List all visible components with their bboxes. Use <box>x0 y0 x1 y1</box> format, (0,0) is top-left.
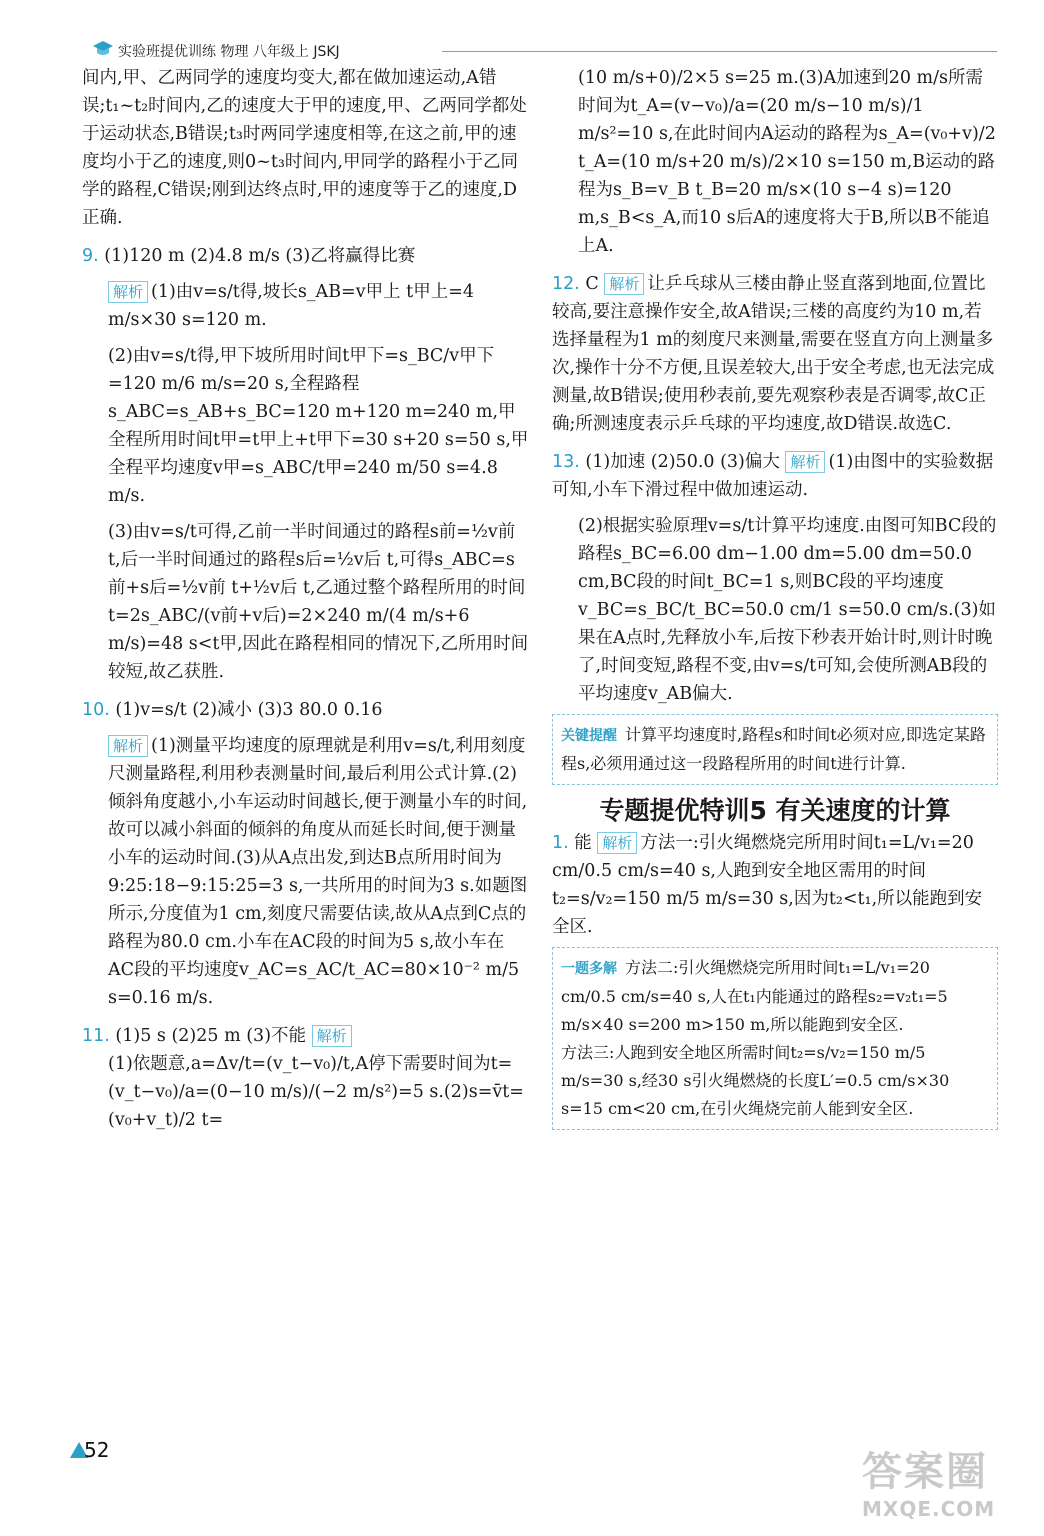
q10-block <box>82 696 530 1012</box>
q12-analysis-tag: 解析 <box>604 273 644 295</box>
q11-analysis-1: (1)依题意,a=Δv/t=(v_t−v₀)/t,A停下需要时间为t=(v_t−v₀)/a=(0−10 m/s)/(−2 m/s²)=5 s.(2)s=v̄t=(v₀+v_t)/2 t= <box>108 1054 524 1130</box>
watermark <box>862 1440 1012 1520</box>
s1-analysis: 方法一:引火绳燃烧完所用时间t₁=L/v₁=20 cm/0.5 cm/s=40 s,人跑到安全地区需用的时间t₂=s/v₂=150 m/5 m/s=30 s,因为t₂<t₁,所以能跑到安全区. <box>552 833 983 937</box>
q9-analysis-1: (1)由v=s/t得,坡长s_AB=v甲上 t甲上=4 m/s×30 s=120 m. <box>108 282 474 330</box>
q11-continued: (10 m/s+0)/2×5 s=25 m.(3)A加速到20 m/s所需时间为t_A=(v−v₀)/a=(20 m/s−10 m/s)/1 m/s²=10 s,在此时间内A运动的路程为s_A=(v₀+v)/2 t_A=(10 m/s+20 m/s)/2×10 s=150 m,B运动的路程为s_B=v_B t_B=20 m/s×(10 s−4 s)=120 m,s_B<s_A,而10 s后A的速度将大于B,所以B不能追上A. <box>578 68 996 256</box>
q13-block <box>552 448 998 708</box>
s1-block <box>552 829 998 941</box>
q9-analysis-2: (2)由v=s/t得,甲下坡所用时间t甲下=s_BC/v甲下=120 m/6 m/s=20 s,全程路程s_ABC=s_AB+s_BC=120 m+120 m=240 m,甲全程所用时间t甲=t甲上+t甲下=30 s+20 s=50 s,甲全程平均速度v甲=s_ABC/t甲=240 m/50 s=4.8 m/s. <box>108 346 529 506</box>
q13-analysis-tag: 解析 <box>785 451 825 473</box>
graduation-cap-icon <box>92 38 114 60</box>
s1-analysis-tag: 解析 <box>597 832 637 854</box>
page-header <box>92 38 997 66</box>
watermark-url: MXQE.COM <box>862 1497 996 1521</box>
left-column <box>82 64 530 1134</box>
header-rule <box>442 51 997 52</box>
q10-number: 10. <box>82 700 110 720</box>
page-number-text: 52 <box>84 1438 110 1462</box>
q9-analysis-3: (3)由v=s/t可得,乙前一半时间通过的路程s前=½v前 t,后一半时间通过的路程s后=½v后 t,可得s_ABC=s前+s后=½v前 t+½v后 t,乙通过整个路程所用的时间t=2s_ABC/(v前+v后)=2×240 m/(4 m/s+6 m/s)=48 s<t甲,因此在路程相同的情况下,乙所用时间较短,故乙获胜. <box>108 522 529 682</box>
q9-answer: (1)120 m (2)4.8 m/s (3)乙将赢得比赛 <box>104 246 416 266</box>
s1-number: 1. <box>552 833 569 853</box>
q11-number: 11. <box>82 1026 110 1046</box>
q12-block <box>552 270 998 438</box>
q10-analysis-1: (1)测量平均速度的原理就是利用v=s/t,利用刻度尺测量路程,利用秒表测量时间,最后利用公式计算.(2)倾斜角度越小,小车运动时间越长,便于测量小车的时间,故可以减小斜面的倾斜的角度从而延长时间,便于测量小车的运动时间.(3)从A点出发,到达B点所用时间为9:25:18−9:15:25=3 s,一共所用的时间为3 s.如题图所示,分度值为1 cm,刻度尺需要估读,故从A点到C点的路程为80.0 cm.小车在AC段的时间为5 s,故小车在AC段的平均速度v_AC=s_AC/t_AC=80×10⁻² m/5 s=0.16 m/s. <box>108 736 528 1008</box>
page-number <box>70 1438 114 1466</box>
method-three: 方法三:人跑到安全地区所需时间t₂=s/v₂=150 m/5 m/s=30 s,经30 s引火绳燃烧的长度L′=0.5 cm/s×30 s=15 cm<20 cm,在引火绳烧完前人能到安全区. <box>561 1043 950 1118</box>
q13-analysis-1: (1)由图中的实验数据可知,小车下滑过程中做加速运动. <box>552 452 994 500</box>
q8-tail: 间内,甲、乙两同学的速度均变大,都在做加速运动,A错误;t₁~t₂时间内,乙的速度大于甲的速度,甲、乙两同学都处于运动状态,B错误;t₃时两同学速度相等,在这之前,甲的速度均小于乙的速度,则0~t₃时间内,甲同学的路程小于乙同学的路程,C错误;刚到达终点时,甲的速度等于乙的速度,D正确. <box>82 68 527 228</box>
key-tip-label: 关键提醒 <box>561 728 617 744</box>
q9-block <box>82 242 530 686</box>
q12-analysis: 让乒乓球从三楼由静止竖直落到地面,位置比较高,要注意操作安全,故A错误;三楼的高度约为10 m,若选择量程为1 m的刻度尺来测量,需要在竖直方向上测量多次,操作十分不方便,且误差较大,出于安全考虑,也无法完成测量,故B错误;使用秒表前,要先观察秒表是否调零,故C正确;所测速度表示乒乓球的平均速度,故D错误.故选C. <box>552 274 995 434</box>
right-column <box>552 64 998 1136</box>
method-two: 方法二:引火绳燃烧完所用时间t₁=L/v₁=20 cm/0.5 cm/s=40 s,人在t₁内能通过的路程s₂=v₂t₁=5 m/s×40 s=200 m>150 m,所以能跑到安全区. <box>561 958 948 1034</box>
q12-number: 12. <box>552 274 580 294</box>
q11-analysis-tag: 解析 <box>312 1025 352 1047</box>
s1-answer: 能 <box>574 833 592 853</box>
q12-answer: C <box>585 274 599 294</box>
section-title: 专题提优特训5 有关速度的计算 <box>599 796 951 825</box>
q13-answer: (1)加速 (2)50.0 (3)偏大 <box>585 452 780 472</box>
q9-analysis-tag: 解析 <box>108 281 148 303</box>
q13-analysis-2: (2)根据实验原理v=s/t计算平均速度.由图可知BC段的路程s_BC=6.00 dm−1.00 dm=5.00 dm=50.0 cm,BC段的时间t_BC=1 s,则BC段的平均速度v_BC=s_BC/t_BC=50.0 cm/1 s=50.0 cm/s.(3)如果在A点时,先释放小车,后按下秒表开始计时,则计时晚了,时间变短,路程不变,由v=s/t可知,会使所测AB段的平均速度v_AB偏大. <box>578 516 997 704</box>
watermark-logo: 答案圈 <box>862 1449 988 1495</box>
q9-number: 9. <box>82 246 99 266</box>
book-title: 实验班提优训练 物理 八年级上 JSKJ <box>118 44 340 60</box>
q13-number: 13. <box>552 452 580 472</box>
key-tip-box <box>552 714 998 785</box>
key-tip-text: 计算平均速度时,路程s和时间t必须对应,即选定某路程s,必须用通过这一段路程所用的时间t进行计算. <box>561 725 986 773</box>
q11-answer: (1)5 s (2)25 m (3)不能 <box>115 1026 307 1046</box>
q11-block <box>82 1022 530 1134</box>
multi-solution-box <box>552 947 998 1130</box>
multi-solution-label: 一题多解 <box>561 961 617 977</box>
q10-answer: (1)v=s/t (2)减小 (3)3 80.0 0.16 <box>115 700 383 720</box>
q10-analysis-tag: 解析 <box>108 735 148 757</box>
